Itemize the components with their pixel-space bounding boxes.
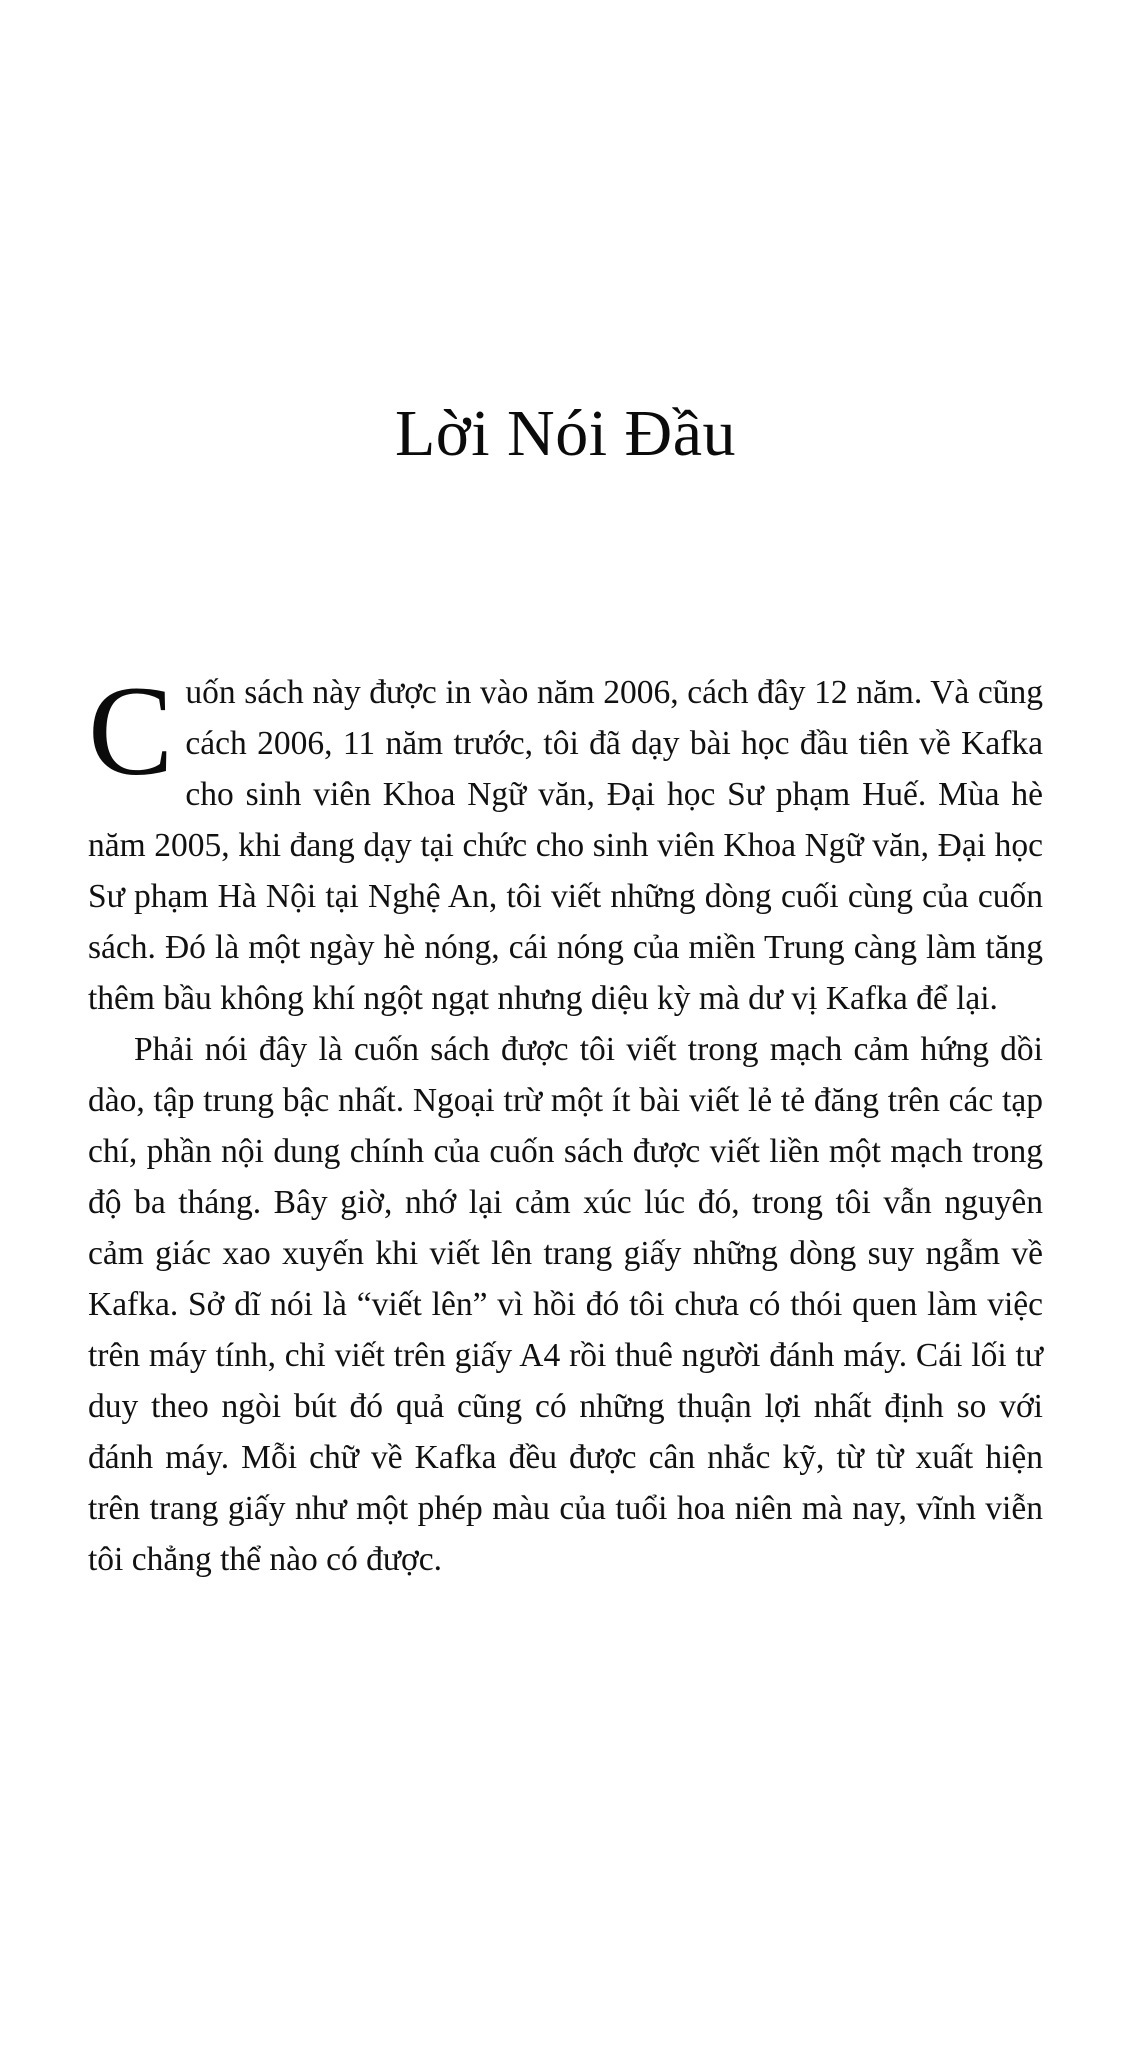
drop-cap: C [88,659,174,802]
paragraph-2: Phải nói đây là cuốn sách được tôi viết trong mạch cảm hứng dồi dào, tập trung bậc nhất. Ngoại trừ một ít bài viết lẻ tẻ đăng trên các tạp chí, phần nội dung chính của cuốn sách được viết liền một mạch trong độ ba tháng. Bây giờ, nhớ lại cảm xúc lúc đó, trong tôi vẫn nguyên cảm giác xao xuyến khi viết lên trang giấy những dòng suy ngẫm về Kafka. Sở dĩ nói là “viết lên” vì hồi đó tôi chưa có thói quen làm việc trên máy tính, chỉ viết trên giấy A4 rồi thuê người đánh máy. Cái lối tư duy theo ngòi bút đó quả cũng có những thuận lợi nhất định so với đánh máy. Mỗi chữ về Kafka đều được cân nhắc kỹ, từ từ xuất hiện trên trang giấy như một phép màu của tuổi hoa niên mà nay, vĩnh viễn tôi chẳng thể nào có được. [88,1030,1043,1578]
paragraph-1 [88,659,1043,1024]
body-text [88,659,1043,1585]
page-content [88,0,1043,1585]
paragraph-1-text: uốn sách này được in vào năm 2006, cách đây 12 năm. Và cũng cách 2006, 11 năm trước, tôi đã dạy bài học đầu tiên về Kafka cho sinh viên Khoa Ngữ văn, Đại học Sư phạm Huế. Mùa hè năm 2005, khi đang dạy tại chức cho sinh viên Khoa Ngữ văn, Đại học Sư phạm Hà Nội tại Nghệ An, tôi viết những dòng cuối cùng của cuốn sách. Đó là một ngày hè nóng, cái nóng của miền Trung càng làm tăng thêm bầu không khí ngột ngạt nhưng diệu kỳ mà dư vị Kafka để lại. [88,673,1043,1017]
page-title: Lời Nói Đầu [394,397,736,470]
